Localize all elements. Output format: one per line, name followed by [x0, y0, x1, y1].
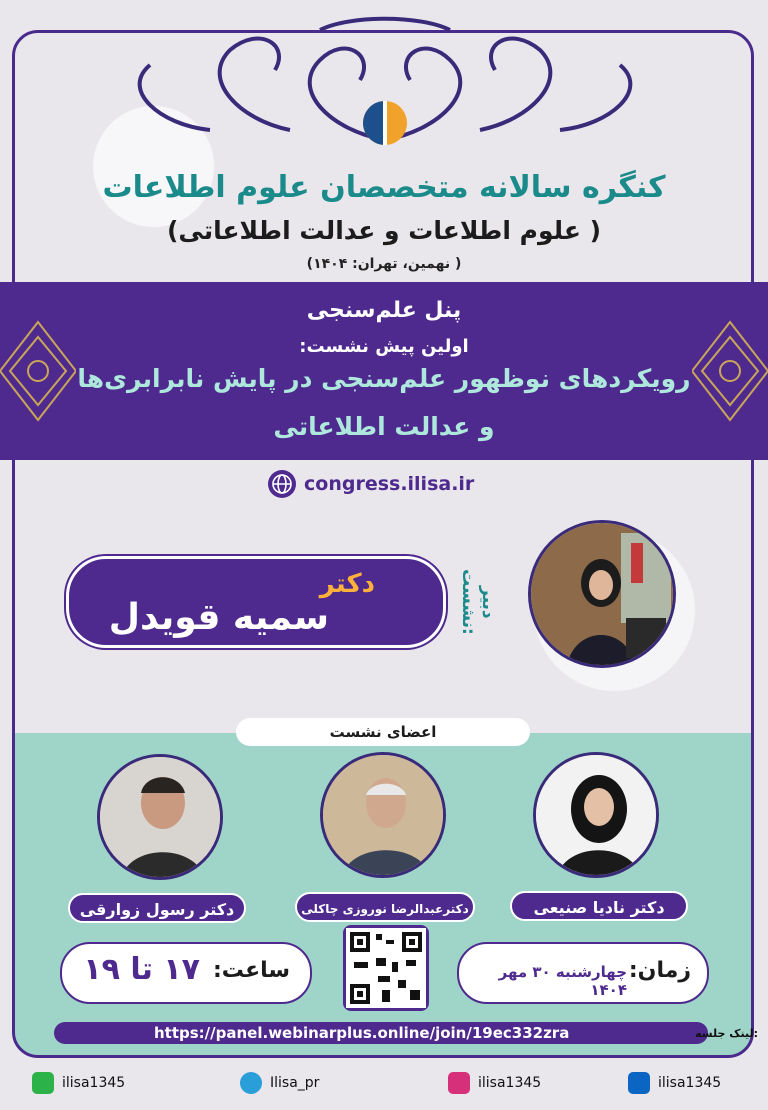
instagram-icon: [448, 1072, 470, 1094]
globe-icon: [268, 470, 296, 498]
website-link[interactable]: [268, 468, 474, 500]
social-instagram[interactable]: [448, 1072, 541, 1094]
member-label: دکترعبدالرضا نوروزی چاکلی: [295, 892, 475, 922]
linkedin-icon: [628, 1072, 650, 1094]
social-whatsapp[interactable]: [32, 1072, 125, 1094]
meeting-link-bar[interactable]: [54, 1022, 758, 1044]
meeting-link-url[interactable]: https://panel.webinarplus.online/join/19ec332zra: [154, 1024, 570, 1042]
telegram-icon: [240, 1072, 262, 1094]
members-heading: اعضای نشست: [236, 718, 530, 746]
date-label: زمان:: [628, 958, 691, 983]
moderator-photo: [528, 520, 676, 668]
date-box: [457, 942, 709, 1004]
time-value: ۱۷ تا ۱۹: [83, 952, 200, 987]
member-photo: [533, 752, 659, 878]
date-value: چهارشنبه ۳۰ مهر ۱۴۰۴: [498, 963, 627, 999]
social-linkedin[interactable]: [628, 1072, 721, 1094]
congress-subtitle: ( علوم اطلاعات و عدالت اطلاعاتی): [166, 216, 602, 245]
member-label: دکتر رسول زوارقی: [68, 893, 246, 923]
congress-edition: ( نهمین، تهران: ۱۴۰۴): [306, 256, 462, 272]
moderator-name-pill: [66, 556, 446, 648]
social-handle: ilisa1345: [658, 1075, 722, 1091]
time-box: [60, 942, 312, 1004]
website-url: congress.ilisa.ir: [304, 473, 475, 495]
congress-title: کنگره سالانه متخصصان علوم اطلاعات: [102, 170, 666, 205]
congress-logo: [360, 98, 410, 148]
moderator-title: دکتر: [319, 569, 375, 599]
meeting-link-label: لینک جلسه:: [695, 1027, 758, 1040]
member-photo: [97, 754, 223, 880]
qr-code[interactable]: [343, 925, 429, 1011]
social-handle: ilisa1345: [62, 1075, 126, 1091]
social-telegram[interactable]: [240, 1072, 319, 1094]
member-label: دکتر نادیا صنیعی: [510, 891, 688, 921]
time-label: ساعت:: [212, 958, 290, 983]
topic-line-2: و عدالت اطلاعاتی: [273, 412, 495, 441]
moderator-role: دبیر نشست:: [458, 569, 498, 635]
moderator-name: سمیه قویدل: [108, 597, 329, 638]
social-handle: Ilisa_pr: [270, 1075, 320, 1091]
topic-line-1: رویکردهای نوظهور علم‌سنجی در پایش نابرابری‌ها: [77, 364, 691, 393]
whatsapp-icon: [32, 1072, 54, 1094]
session-label: اولین پیش نشست:: [299, 336, 469, 357]
social-handle: ilisa1345: [478, 1075, 542, 1091]
panel-title: پنل علم‌سنجی: [306, 298, 462, 323]
member-photo: [320, 752, 446, 878]
